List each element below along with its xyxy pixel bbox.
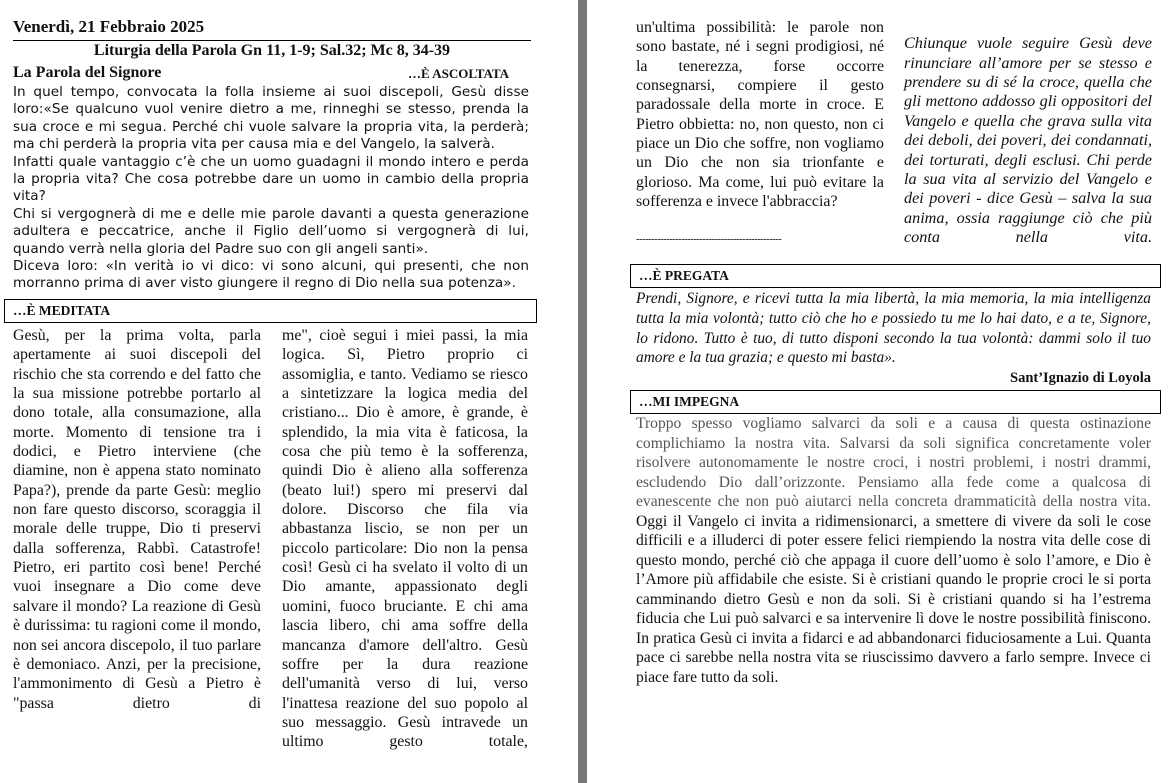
gospel-paragraph: Diceva loro: «In verità io vi dico: vi sono alcuni, qui presenti, che non morranno prima di aver visto giungere il regno di Dio nella sua potenza». [13, 258, 529, 292]
section-header-pregata: …È PREGATA [630, 264, 1161, 288]
dashed-divider: ------------------------------------------------ [636, 234, 782, 245]
gospel-paragraph: In quel tempo, convocata la folla insieme ai suoi discepoli, Gesù disse loro:«Se qualcuno vuol venire dietro a me, rinneghi se stesso, prenda la sua croce e mi segua. Perché chi vuole salvare la propria vita, la perderà; ma chi perderà la propria vita per causa mia e del Vangelo, la salverà. [13, 84, 529, 153]
commitment-text-dark: Oggi il Vangelo ci invita a ridimensionarci, a smettere di vivere da soli le cose difficili e a illuderci di poter essere felici riempiendo la nostra vita delle cose di questo mondo, perché ciò che appaga il cuore dell’uomo è solo l’amore, e Dio è l’Amore più affidabile che esiste. Si è cristiani quando le proprie croci le si porta camminando dietro Gesù e non da soli. Si è cristiani quando si ha l’estrema fiducia che Lui può salvarci e sa intervenire lì dove le nostre possibilità finiscono. In pratica Gesù ci invita a fidarci e ad abbandonarci fiduciosamente a Lui. Quanta pace ci sarebbe nella nostra vita se riuscissimo davvero a farlo sempre. Invece ci piace fare tutto da soli. [636, 512, 1151, 686]
section-header-meditata: …È MEDITATA [4, 299, 537, 323]
right-page [587, 0, 1170, 783]
meditation-column-3: un'ultima possibilità: le parole non sono bastate, né i segni prodigiosi, né la tenerezza, forse occorre consegnarsi, compiere il gesto paradossale della morte in croce. E Pietro obbietta: no, non questo, non ci piace un Dio che soffre, non vogliamo un Dio che non sia trionfante e glorioso. Ma come, lui può evitare la sofferenza e invece l'abbraccia? [636, 19, 884, 211]
header-rule [13, 40, 531, 41]
prayer-author: Sant’Ignazio di Loyola [1010, 370, 1151, 386]
gospel-text [13, 84, 529, 293]
commitment-text-light: Troppo spesso vogliamo salvarci da soli e a causa di questa ostinazione complichiamo la nostra vita. Salvarsi da soli significa concretamente voler risolvere autonomamente le nostre croci, i nostri problemi, i nostri drammi, escludendo Dio dall’orizzonte. Pensiamo alla fede come a qualcosa di evanescente che non può aiutarci nella concreta drammaticità della nostra vita. [636, 415, 1151, 510]
commitment-text [636, 414, 1151, 687]
liturgy-title: Liturgia della Parola Gn 11, 1-9; Sal.32; Mc 8, 34-39 [93, 42, 451, 59]
meditation-quote: Chiunque vuole seguire Gesù deve rinunciare all’amore per se stesso e prendere su di sé la croce, quella che gli mettono addosso gli oppositori del Vangelo e quella che grava sulla vita dei deboli, dei poveri, dei condannati, dei torturati, degli esclusi. Chi perde la sua vita al servizio del Vangelo e dei poveri - dice Gesù – salva la sua anima, ossia raggiunge ciò che più conta nella vita. [904, 34, 1152, 247]
section-title-parola: La Parola del Signore [13, 64, 162, 81]
section-header-impegna: …MI IMPEGNA [630, 390, 1161, 414]
date-heading: Venerdì, 21 Febbraio 2025 [13, 17, 205, 36]
meditation-column-2: me", cioè segui i miei passi, la mia logica. Sì, Pietro proprio ci assomiglia, e tanto. Vediamo se riesco a sintetizzare la logica media del cristiano... Dio è amore, è grande, è splendido, la mia vita è faticosa, la cosa che più temo è la sofferenza, quindi Dio è alieno alla sofferenza (beato lui!) spero mi preservi dal dolore. Discorso che fila via abbastanza liscio, se non per un piccolo particolare: Dio non la pensa così! Gesù ci ha svelato il volto di un Dio amante, appassionato degli uomini, fuoco bruciante. E chi ama lascia libero, chi ama soffre della mancanza d'amore dell'altro. Gesù soffre per la dura reazione dell'umanità verso di lui, verso l'inattesa reazione del suo popolo al suo messaggio. Gesù intravede un ultimo gesto totale, [282, 327, 528, 751]
gospel-paragraph: Infatti quale vantaggio c’è che un uomo guadagni il mondo intero e perda la propria vita? Che cosa potrebbe dare un uomo in cambio della propria vita? [13, 153, 529, 205]
gospel-paragraph: Chi si vergognerà di me e delle mie parole davanti a questa generazione adultera e peccatrice, anche il Figlio dell’uomo si vergognerà di lui, quando verrà nella gloria del Padre suo con gli angeli santi». [13, 205, 529, 257]
prayer-text: Prendi, Signore, e ricevi tutta la mia libertà, la mia memoria, la mia intelligenza tutta la mia volontà; tutto ciò che ho e possiedo tu me lo hai dato, e a te, Signore, lo ridono. Tutto è tuo, di tutto disponi secondo la tua volontà: dammi solo il tuo amore e la tua grazia; e questo mi basta». [636, 290, 1151, 367]
meditation-column-1: Gesù, per la prima volta, parla apertamente ai suoi discepoli del rischio che sta correndo e del fatto che la sua missione potrebbe portarlo al dono totale, alla consumazione, alla morte. Momento di tensione tra i dodici, e Pietro interviene (che diamine, non è appena stato nominato Papa?), prende da parte Gesù: meglio non fare questo discorso, scoraggia il morale delle truppe, Dio ti preservi dalla sofferenza, Rabbì. Catastrofe! Pietro, eri partito così bene! Perché vuoi insegnare a Dio come deve salvare il mondo? La reazione di Gesù è durissima: tu ragioni come il mondo, non sei ancora discepolo, il tuo parlare è demoniaco. Anzi, per la precisione, l'ammonimento di Gesù a Pietro è "passa dietro di [13, 327, 261, 712]
left-page [0, 0, 578, 783]
section-tag-ascoltata: …È ASCOLTATA [408, 66, 510, 81]
page-gutter [578, 0, 587, 783]
